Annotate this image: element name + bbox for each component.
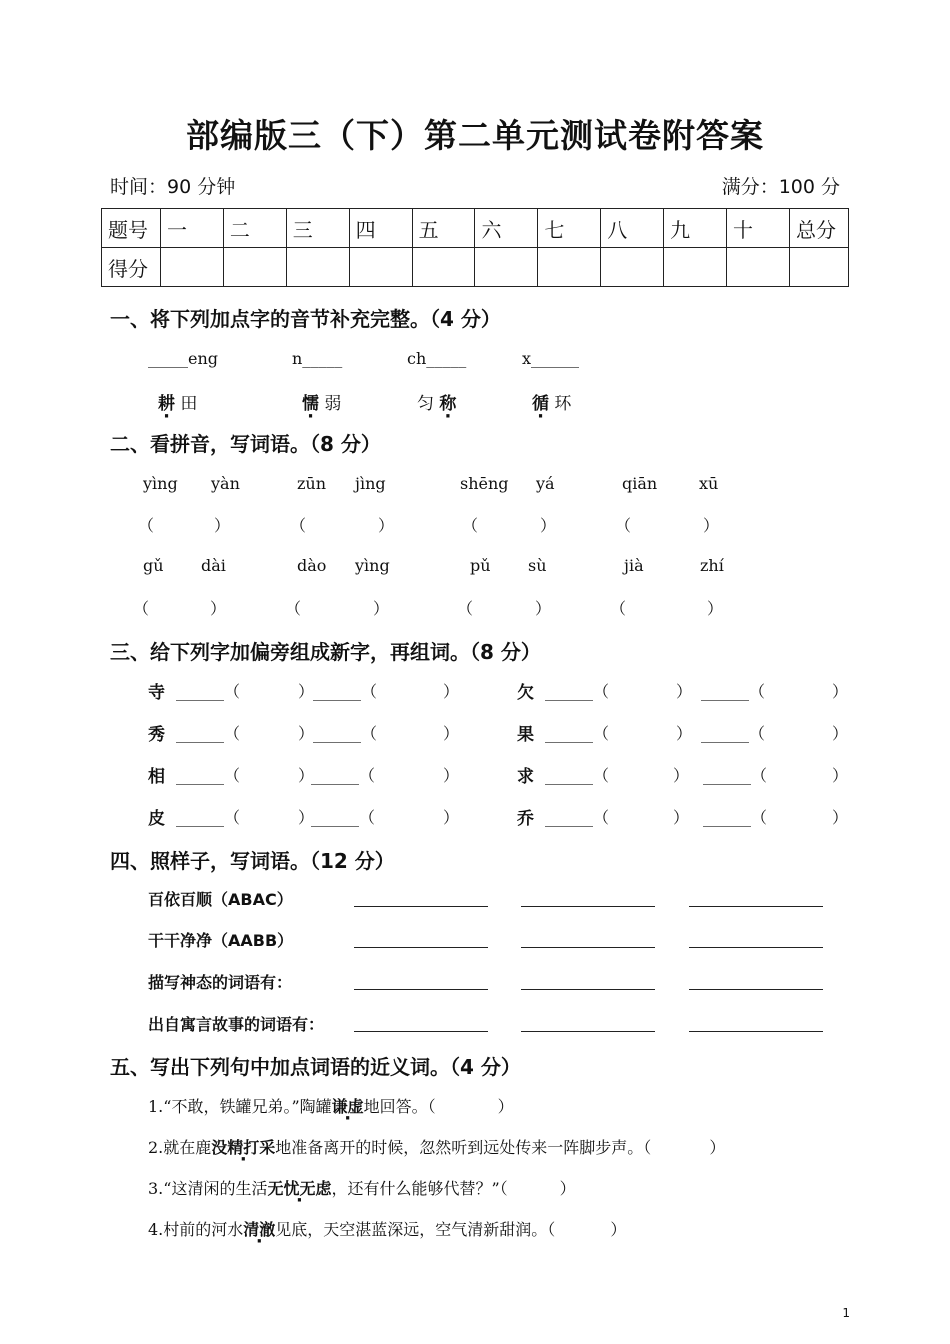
dotted-word: 清澈 xyxy=(243,1220,276,1239)
answer-paren-close: ） xyxy=(709,1138,726,1157)
sentence-text: 4.村前的河水 xyxy=(148,1220,244,1239)
answer-paren-close: ） xyxy=(373,599,390,618)
answer-paren-close: ） xyxy=(298,766,315,785)
score-input-cell[interactable] xyxy=(161,248,224,287)
answer-paren-close: ） xyxy=(214,516,231,535)
sentence-text: 2.就在鹿 xyxy=(148,1138,212,1157)
answer-paren-open[interactable]: （ xyxy=(133,599,150,618)
answer-blank[interactable]: ______（ xyxy=(313,724,378,743)
answer-blank[interactable]: ______（ xyxy=(545,808,610,827)
pinyin: qiān xyxy=(622,474,658,493)
score-input-cell[interactable] xyxy=(601,248,664,287)
sentence-item xyxy=(148,1135,725,1158)
pinyin: zhí xyxy=(700,556,724,575)
answer-paren-close: ） xyxy=(540,516,557,535)
full-score: 满分：100 分 xyxy=(721,176,840,198)
score-header-cell: 一 xyxy=(161,209,224,248)
answer-paren-close: ） xyxy=(443,682,460,701)
base-char: 欠 xyxy=(517,683,534,703)
plain-char: 弱 xyxy=(324,394,342,414)
section-4-title: 四、照样子，写词语。（12 分） xyxy=(110,849,395,873)
answer-paren-open[interactable]: （ xyxy=(457,599,474,618)
base-char: 乔 xyxy=(517,809,534,829)
sentence-text: 地回答。（ xyxy=(363,1097,436,1116)
dotted-word xyxy=(532,389,571,414)
section-3-title: 三、给下列字加偏旁组成新字，再组词。（8 分） xyxy=(110,640,541,664)
answer-line[interactable] xyxy=(689,947,823,948)
answer-paren-close: ） xyxy=(298,682,315,701)
sentence-text: 见底，天空湛蓝深远，空气清新甜润。（ xyxy=(275,1220,556,1239)
sentence-item xyxy=(148,1176,576,1199)
score-header-cell: 题号 xyxy=(102,209,161,248)
section-2-title: 二、看拼音，写词语。（8 分） xyxy=(110,432,381,456)
answer-paren-close: ） xyxy=(832,766,849,785)
base-char: 皮 xyxy=(148,809,165,829)
answer-blank[interactable]: ______（ xyxy=(176,724,241,743)
answer-blank[interactable]: ______（ xyxy=(703,766,768,785)
answer-paren-close: ） xyxy=(210,599,227,618)
dotted-char: 耕 xyxy=(158,394,175,414)
answer-paren-close: ） xyxy=(298,808,315,827)
answer-blank[interactable]: ______（ xyxy=(703,808,768,827)
answer-line[interactable] xyxy=(689,1031,823,1032)
pinyin: yàn xyxy=(211,474,240,493)
dotted-word xyxy=(158,389,197,414)
score-input-cell[interactable] xyxy=(664,248,727,287)
answer-paren-close: ） xyxy=(676,682,693,701)
answer-blank[interactable]: ______（ xyxy=(545,682,610,701)
plain-char: 田 xyxy=(180,394,198,414)
answer-blank[interactable]: ______（ xyxy=(701,682,766,701)
answer-paren-close: ） xyxy=(559,1179,576,1198)
answer-line[interactable] xyxy=(354,947,488,948)
dotted-word: 谦虚 xyxy=(331,1097,364,1116)
answer-blank[interactable]: ______（ xyxy=(311,766,376,785)
answer-paren-close: ） xyxy=(443,724,460,743)
score-header-cell: 十 xyxy=(727,209,790,248)
sentence-item xyxy=(148,1094,514,1117)
pinyin: shēng xyxy=(460,474,509,493)
score-input-cell[interactable] xyxy=(286,248,349,287)
answer-paren-close: ） xyxy=(832,682,849,701)
answer-paren-open[interactable]: （ xyxy=(615,516,632,535)
base-char: 相 xyxy=(148,767,165,787)
answer-blank[interactable]: ______（ xyxy=(311,808,376,827)
score-table xyxy=(101,208,849,287)
answer-paren-close: ） xyxy=(298,724,315,743)
answer-paren-close: ） xyxy=(676,724,693,743)
answer-blank[interactable]: ______（ xyxy=(701,724,766,743)
pinyin-blank[interactable]: x______ xyxy=(522,349,580,368)
answer-paren-close: ） xyxy=(832,808,849,827)
score-header-cell: 五 xyxy=(412,209,475,248)
dotted-word: 没精打采 xyxy=(211,1138,276,1157)
answer-blank[interactable]: ______（ xyxy=(176,682,241,701)
dotted-char: 称 xyxy=(439,394,457,414)
base-char: 求 xyxy=(517,767,534,787)
answer-blank[interactable]: ______（ xyxy=(545,766,610,785)
plain-char: 匀 xyxy=(417,394,434,414)
answer-line[interactable] xyxy=(521,906,655,907)
answer-paren-close: ） xyxy=(497,1097,514,1116)
prompt-label: 描写神态的词语有： xyxy=(148,973,293,992)
answer-paren-close: ） xyxy=(673,766,690,785)
answer-paren-close: ） xyxy=(610,1220,627,1239)
answer-paren-open[interactable]: （ xyxy=(285,599,302,618)
section-1-title: 一、将下列加点字的音节补充完整。（4 分） xyxy=(110,307,501,331)
score-table-header-row xyxy=(102,209,849,248)
dotted-word xyxy=(302,389,341,414)
pinyin: gǔ xyxy=(143,556,164,575)
dotted-word xyxy=(417,389,456,414)
example-label: 百依百顺（ABAC） xyxy=(148,890,293,909)
score-header-cell: 七 xyxy=(538,209,601,248)
answer-paren-close: ） xyxy=(535,599,552,618)
answer-paren-open[interactable]: （ xyxy=(138,516,155,535)
answer-paren-close: ） xyxy=(378,516,395,535)
answer-line[interactable] xyxy=(521,947,655,948)
answer-paren-open[interactable]: （ xyxy=(462,516,479,535)
plain-char: 环 xyxy=(554,394,572,414)
score-input-cell[interactable] xyxy=(727,248,790,287)
answer-paren-close: ） xyxy=(703,516,720,535)
pinyin: xū xyxy=(699,474,719,493)
base-char: 寺 xyxy=(148,683,165,703)
score-header-cell: 四 xyxy=(349,209,412,248)
pinyin: jìng xyxy=(355,474,386,493)
base-char: 秀 xyxy=(148,725,165,745)
pinyin-blank[interactable]: _____eng xyxy=(148,349,219,368)
pinyin: yá xyxy=(536,474,555,493)
pinyin: jià xyxy=(624,556,644,575)
answer-line[interactable] xyxy=(354,906,488,907)
score-input-cell[interactable] xyxy=(412,248,475,287)
score-input-cell[interactable] xyxy=(349,248,412,287)
page-number: 1 xyxy=(842,1306,850,1320)
pinyin: dài xyxy=(201,556,226,575)
pinyin-blank[interactable]: ch_____ xyxy=(407,349,467,368)
answer-line[interactable] xyxy=(689,989,823,990)
score-table-score-row xyxy=(102,248,849,287)
base-char: 果 xyxy=(517,725,534,745)
sentence-item xyxy=(148,1217,626,1240)
score-input-cell[interactable] xyxy=(475,248,538,287)
pinyin-blank[interactable]: n_____ xyxy=(292,349,343,368)
example-label: 干干净净（AABB） xyxy=(148,931,294,950)
answer-line[interactable] xyxy=(689,906,823,907)
pinyin: yìng xyxy=(143,474,178,493)
answer-paren-close: ） xyxy=(443,808,460,827)
answer-line[interactable] xyxy=(521,989,655,990)
prompt-label: 出自寓言故事的词语有： xyxy=(148,1015,325,1034)
score-row-label: 得分 xyxy=(102,248,161,287)
sentence-text: ，还有什么能够代替？”（ xyxy=(331,1179,508,1198)
score-header-cell: 三 xyxy=(286,209,349,248)
score-input-cell[interactable] xyxy=(538,248,601,287)
answer-blank[interactable]: ______（ xyxy=(313,682,378,701)
section-5-title: 五、写出下列句中加点词语的近义词。（4 分） xyxy=(110,1055,521,1079)
score-input-cell[interactable] xyxy=(223,248,286,287)
pinyin: zūn xyxy=(297,474,327,493)
sentence-text: 3.“这清闲的生活 xyxy=(148,1179,268,1198)
answer-line[interactable] xyxy=(521,1031,655,1032)
pinyin: pǔ xyxy=(470,556,491,575)
answer-paren-close: ） xyxy=(832,724,849,743)
sentence-text: 1.“不敢，铁罐兄弟。”陶罐 xyxy=(148,1097,332,1116)
score-input-cell[interactable] xyxy=(790,248,849,287)
score-header-cell: 八 xyxy=(601,209,664,248)
answer-blank[interactable]: ______（ xyxy=(545,724,610,743)
answer-blank[interactable]: ______（ xyxy=(176,766,241,785)
pinyin: yìng xyxy=(355,556,390,575)
answer-line[interactable] xyxy=(354,1031,488,1032)
answer-paren-open[interactable]: （ xyxy=(610,599,627,618)
answer-paren-open[interactable]: （ xyxy=(290,516,307,535)
pinyin: dào xyxy=(297,556,327,575)
score-header-cell: 六 xyxy=(475,209,538,248)
dotted-char: 循 xyxy=(532,394,549,414)
pinyin: sù xyxy=(528,556,547,575)
answer-blank[interactable]: ______（ xyxy=(176,808,241,827)
sentence-text: 地准备离开的时候，忽然听到远处传来一阵脚步声。（ xyxy=(275,1138,652,1157)
exam-time: 时间：90 分钟 xyxy=(110,176,236,198)
dotted-word: 无忧无虑 xyxy=(267,1179,332,1198)
score-header-cell: 九 xyxy=(664,209,727,248)
answer-paren-close: ） xyxy=(443,766,460,785)
page-title: 部编版三（下）第二单元测试卷附答案 xyxy=(186,116,764,155)
score-header-cell: 总分 xyxy=(790,209,849,248)
answer-line[interactable] xyxy=(354,989,488,990)
answer-paren-close: ） xyxy=(707,599,724,618)
answer-paren-close: ） xyxy=(673,808,690,827)
dotted-char: 懦 xyxy=(302,394,319,414)
score-header-cell: 二 xyxy=(223,209,286,248)
